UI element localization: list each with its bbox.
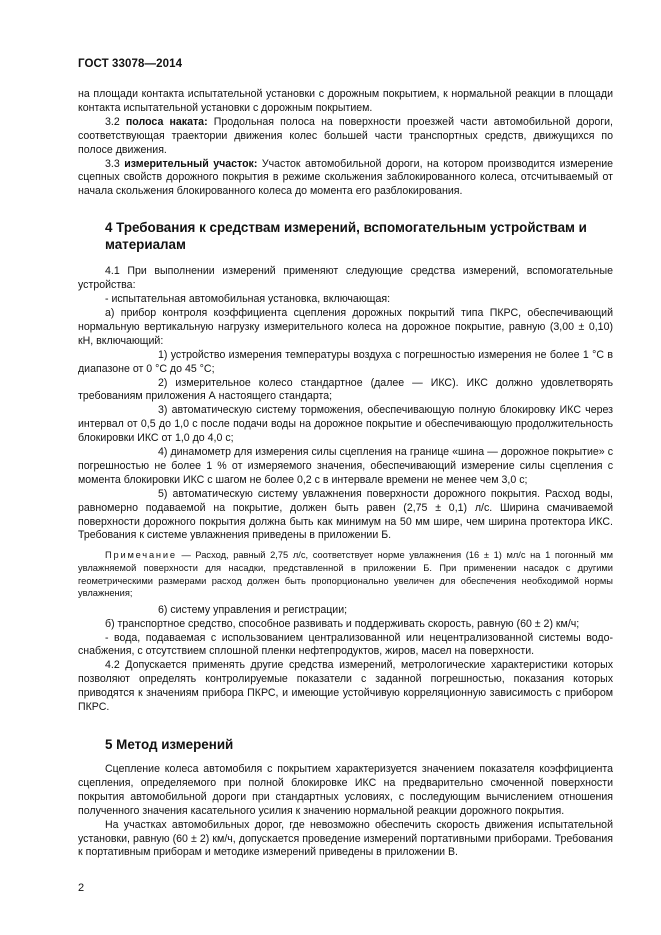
list-item-2: 2) измерительное колесо стандартное (далее — ИКС). ИКС должно удовлетворять требованиям приложения А настоящего стандарта; — [78, 376, 613, 403]
list-item-5: 5) автоматическую систему увлажнения поверхности дорожного покрытия. Расход воды, равномерно подаваемой на покрытие, должен быть равен (2,75 ± 0,1) л/с. Ширина смачиваемой поверхности дорожного покрытия должна быть как минимум на 50 мм шире, чем ширина протектора ИКС. Требования к системе увлажнения приведены в приложении Б. — [78, 487, 613, 542]
clause-3-3 — [78, 158, 613, 200]
section-4-heading: 4 Требования к средствам измерений, вспомогательным устройствам и материалам — [105, 220, 587, 253]
term-definition: Продольная полоса на поверхности проезжей части автомобильной дороги, соответствующая траектории движения колес большей части транспортных средств, движущихся по полосе движения. — [78, 115, 613, 156]
paragraph-continuation: на площади контакта испытательной установки с дорожным покрытием, к нормальной реакции в площади контакта испытательной установки с дорожным покрытием. — [78, 88, 613, 114]
clause-4-1: 4.1 При выполнении измерений применяют следующие средства измерений, вспомогательные устройства: — [78, 265, 613, 292]
list-item-6: 6) систему управления и регистрации; — [158, 603, 348, 616]
page-body — [78, 88, 613, 860]
term-definition: Участок автомобильной дороги, на котором производится измерение сцепных свойств дорожного покрытия в режиме скольжения заблокированного колеса, отсчитываемый от начала скольжения блокированного колеса до момента его разблокирования. — [78, 157, 613, 198]
standard-header: ГОСТ 33078—2014 — [78, 58, 183, 70]
term-heading: полоса наката: — [125, 115, 208, 128]
list-item-3: 3) автоматическую систему торможения, обеспечивающую полную блокировку ИКС через интервал от 0,5 до 1,0 с после подачи воды на дорожное покрытие и обеспечивающую продолжительность блокировки ИКС от 1,0 до 4,0 с; — [78, 404, 613, 445]
clause-number: 3.2 — [105, 115, 120, 128]
list-item-4: 4) динамометр для измерения силы сцепления на границе «шина — дорожное покрытие» с погрешностью не более 1 % от измеряемого значения, обеспечивающий измерение силы сцепления с момента блокировки ИКС с шагом не более 0,2 с в интервале времени не менее чем 3,0 с; — [78, 446, 613, 486]
clause-3-2 — [78, 116, 613, 158]
list-item-1: 1) устройство измерения температуры воздуха с погрешностью измерения не более 1 °С в диапазоне от 0 °С до 45 °С; — [78, 348, 613, 375]
list-item-water: - вода, подаваемая с использованием централизованной или нецентрализованной системы водоснабжения, с отсутствием сплошной пленки нефтепродуктов, жиров, масел на поверхности. — [78, 631, 613, 658]
section-5-paragraph-2: На участках автомобильных дорог, где невозможно обеспечить скорость движения испытательной установки, равную (60 ± 2) км/ч, допускается проведение измерений портативными приборами. Требования к портативным приборам и методике измерений приведены в приложении В. — [78, 818, 613, 859]
list-item-installation: - испытательная автомобильная установка, включающая: — [105, 293, 391, 306]
clause-number: 3.3 — [105, 157, 120, 170]
list-item-a: а) прибор контроля коэффициента сцепления дорожных покрытий типа ПКРС, обеспечивающий нормальную вертикальную нагрузку измерительного колеса на дорожное покрытие, равную (3,00 ± 0,10) кН, включающий: — [78, 306, 613, 347]
list-item-b: б) транспортное средство, способное развивать и поддерживать скорость, равную (60 ± 2) км/ч; — [105, 617, 580, 630]
note-text: — Расход, равный 2,75 л/с, соответствует норме увлажнения (16 ± 1) мл/с на 1 погонный мм увлажняемой поверхности для насадки, представленной в приложении Б. При применении насадок с другими геометрическими размерами расход должен быть пропорционально увеличен для обеспечения необходимой нормы увлажнения; — [78, 550, 613, 599]
section-5-paragraph-1: Сцепление колеса автомобиля с покрытием характеризуется значением показателя коэффициента сцепления, определяемого при полной блокировке ИКС на предварительно смоченной поверхности покрытия автомобильной дороги при стандартных условиях, с последующим вычислением отношения полученного значения касательного усилия к значению нормальной реакции дорожного покрытия. — [78, 763, 613, 817]
term-heading: измерительный участок: — [124, 157, 258, 170]
note-paragraph — [78, 549, 613, 599]
page-number: 2 — [78, 882, 85, 894]
note-label: Примечание — [105, 550, 177, 561]
section-5-heading: 5 Метод измерений — [105, 737, 234, 752]
clause-4-2: 4.2 Допускается применять другие средства измерений, метрологические характеристики которых позволяют определять контролируемые показатели с заданной погрешностью, показания которых приводятся к значениям прибора ПКРС, и имеющие устойчивую корреляционную зависимость с прибором ПКРС. — [78, 659, 613, 714]
